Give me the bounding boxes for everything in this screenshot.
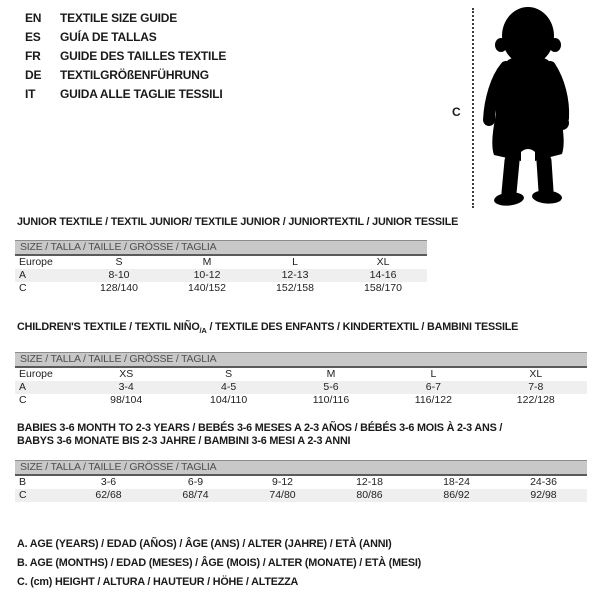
lang-code: IT xyxy=(25,87,36,101)
cell: 98/104 xyxy=(110,394,143,407)
title-part: / TEXTILE DES ENFANTS / KINDERTEXTIL / BAMBINI TESSILE xyxy=(206,321,519,333)
lang-title: GUIDE DES TAILLES TEXTILE xyxy=(60,49,227,63)
size-header-bar: SIZE / TALLA / TAILLE / GRÖSSE / TAGLIA xyxy=(15,240,427,256)
cell: 104/110 xyxy=(209,394,248,407)
row-label: A xyxy=(19,269,27,281)
table-row xyxy=(15,489,587,502)
legend-notes xyxy=(17,535,421,592)
cell: 6-9 xyxy=(187,476,204,488)
table-row xyxy=(15,368,587,381)
babies-table-title-line1: BABIES 3-6 MONTH TO 2-3 YEARS / BEBÉS 3-6 MESES A 2-3 AÑOS / BÉBÉS 3-6 MOIS À 2-3 ANS / xyxy=(17,422,503,434)
note-height-cm: C. (cm) HEIGHT / ALTURA / HAUTEUR / HÖHE / ALTEZZA xyxy=(17,576,299,588)
lang-row-fr xyxy=(25,47,226,66)
title-subscript: /A xyxy=(199,326,207,336)
cell: 8-10 xyxy=(108,269,130,281)
children-textile-section xyxy=(15,321,587,407)
cell: 62/68 xyxy=(95,489,122,501)
table-row xyxy=(15,476,587,489)
cell: 10-12 xyxy=(193,269,221,281)
table-row xyxy=(15,256,427,269)
row-label: C xyxy=(19,489,27,501)
table-row xyxy=(15,282,427,295)
height-c-label: C xyxy=(452,105,461,119)
lang-code: ES xyxy=(25,30,41,44)
cell: L xyxy=(292,256,298,268)
lang-row-de xyxy=(25,66,226,85)
cell: 12-18 xyxy=(356,476,383,488)
cell: 116/122 xyxy=(414,394,452,407)
cell: 6-7 xyxy=(425,381,441,394)
cell: S xyxy=(225,368,233,381)
row-label: C xyxy=(19,394,27,407)
babies-size-table xyxy=(15,476,587,502)
lang-code: FR xyxy=(25,49,41,63)
height-dotted-line xyxy=(472,8,474,208)
babies-textile-section xyxy=(15,422,587,502)
cell: XS xyxy=(119,368,134,381)
row-label: A xyxy=(19,381,27,394)
row-label: B xyxy=(19,476,27,488)
cell: 86/92 xyxy=(443,489,470,501)
cell: 3-4 xyxy=(118,381,134,394)
cell: 122/128 xyxy=(516,394,555,407)
cell: 74/80 xyxy=(269,489,296,501)
cell: 68/74 xyxy=(182,489,209,501)
junior-size-table xyxy=(15,256,427,295)
junior-table-title: JUNIOR TEXTILE / TEXTIL JUNIOR/ TEXTILE JUNIOR / JUNIORTEXTIL / JUNIOR TESSILE xyxy=(17,216,459,228)
size-header-bar: SIZE / TALLA / TAILLE / GRÖSSE / TAGLIA xyxy=(15,460,587,476)
cell: 140/152 xyxy=(188,282,226,294)
language-list xyxy=(25,9,226,104)
lang-code: DE xyxy=(25,68,42,82)
cell: 110/116 xyxy=(312,394,350,407)
cell: 152/158 xyxy=(276,282,314,294)
lang-title: GUÍA DE TALLAS xyxy=(60,30,157,44)
cell: XL xyxy=(529,368,543,381)
cell: 18-24 xyxy=(443,476,470,488)
lang-title: TEXTILE SIZE GUIDE xyxy=(60,11,178,25)
children-table-title xyxy=(15,321,587,337)
lang-title: TEXTILGRÖßENFÜHRUNG xyxy=(60,68,209,82)
cell: M xyxy=(202,256,212,268)
cell: 7-8 xyxy=(528,381,544,394)
cell: M xyxy=(326,368,336,381)
cell: 5-6 xyxy=(323,381,339,394)
row-label: Europe xyxy=(19,368,53,381)
cell: S xyxy=(115,256,123,268)
row-label: C xyxy=(19,282,27,294)
note-age-months: B. AGE (MONTHS) / EDAD (MESES) / ÂGE (MOIS) / ALTER (MONATE) / ETÀ (MESI) xyxy=(17,557,422,569)
note-age-years: A. AGE (YEARS) / EDAD (AÑOS) / ÂGE (ANS) / ALTER (JAHRE) / ETÀ (ANNI) xyxy=(17,538,392,550)
cell: 14-16 xyxy=(369,269,397,281)
children-size-table xyxy=(15,368,587,407)
table-row xyxy=(15,381,587,394)
baby-silhouette-icon xyxy=(478,5,578,210)
lang-code: EN xyxy=(25,11,42,25)
table-row xyxy=(15,394,587,407)
cell: 3-6 xyxy=(100,476,117,488)
babies-table-title-line2: BABYS 3-6 MONATE BIS 2-3 JAHRE / BAMBINI 3-6 MESI A 2-3 ANNI xyxy=(17,435,351,447)
lang-row-es xyxy=(25,28,226,47)
lang-row-it xyxy=(25,85,226,104)
row-label: Europe xyxy=(19,256,53,268)
cell: XL xyxy=(376,256,390,268)
size-header-bar: SIZE / TALLA / TAILLE / GRÖSSE / TAGLIA xyxy=(15,352,587,368)
cell: 158/170 xyxy=(364,282,402,294)
junior-textile-section xyxy=(15,216,459,295)
cell: 92/98 xyxy=(530,489,557,501)
cell: L xyxy=(430,368,437,381)
cell: 24-36 xyxy=(530,476,557,488)
table-row xyxy=(15,269,427,282)
cell: 128/140 xyxy=(100,282,138,294)
cell: 9-12 xyxy=(271,476,293,488)
title-part: CHILDREN'S TEXTILE / TEXTIL NIÑO xyxy=(17,321,200,333)
lang-title: GUIDA ALLE TAGLIE TESSILI xyxy=(60,87,223,101)
lang-row-en xyxy=(25,9,226,28)
cell: 12-13 xyxy=(281,269,309,281)
cell: 4-5 xyxy=(220,381,237,394)
cell: 80/86 xyxy=(356,489,383,501)
